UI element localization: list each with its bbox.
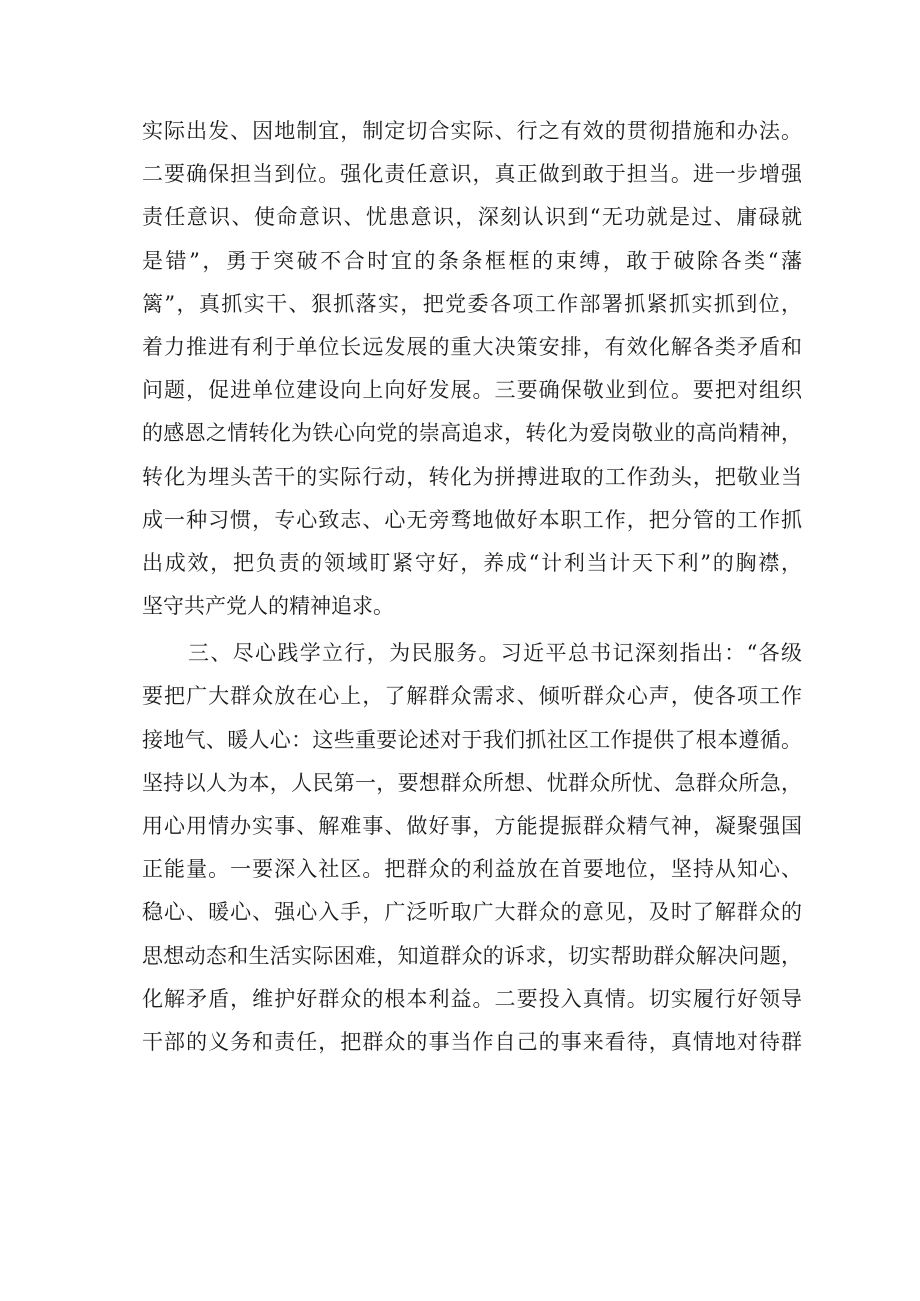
text-line: 着力推进有利于单位长远发展的重大决策安排，有效化解各类矛盾和: [142, 334, 802, 359]
text-line: 三、尽心践学立行，为民服务。习近平总书记深刻指出：“各级: [188, 641, 802, 666]
text-line: 责任意识、使命意识、忧患意识，深刻认识到“无功就是过、庸碌就: [142, 205, 802, 230]
text-line: 问题，促进单位建设向上向好发展。三要确保敬业到位。要把对组织: [142, 378, 802, 403]
text-line: 二要确保担当到位。强化责任意识，真正做到敢于担当。进一步增强: [142, 162, 802, 187]
document-body: [142, 110, 802, 1064]
text-line: 坚守共产党人的精神追求。: [142, 594, 394, 619]
text-line: 坚持以人为本，人民第一，要想群众所想、忧群众所忧、急群众所急，: [142, 770, 802, 795]
text-line: 思想动态和生活实际困难，知道群众的诉求，切实帮助群众解决问题，: [142, 943, 802, 968]
text-line: 实际出发、因地制宜，制定切合实际、行之有效的贯彻措施和办法。: [142, 119, 802, 143]
text-line: 转化为埋头苦干的实际行动，转化为拼搏进取的工作劲头，把敬业当: [142, 464, 802, 489]
text-line: 出成效，把负责的领域盯紧守好，养成“计利当计天下利”的胸襟，: [142, 550, 802, 575]
text-line: 接地气、暖人心：这些重要论述对于我们抓社区工作提供了根本遵循。: [142, 727, 802, 752]
text-line: 的感恩之情转化为铁心向党的崇高追求，转化为爱岗敬业的高尚精神，: [142, 421, 802, 446]
text-line: 稳心、暖心、强心入手，广泛听取广大群众的意见，及时了解群众的: [142, 900, 802, 925]
text-line: 用心用情办实事、解难事、做好事，方能提振群众精气神，凝聚强国: [142, 814, 802, 838]
text-line: 干部的义务和责任，把群众的事当作自己的事来看待，真情地对待群: [142, 1029, 802, 1054]
text-line: 正能量。一要深入社区。把群众的利益放在首要地位，坚持从知心、: [142, 857, 802, 882]
text-line: 化解矛盾，维护好群众的根本利益。二要投入真情。切实履行好领导: [142, 986, 802, 1011]
text-line: 篱”，真抓实干、狠抓落实，把党委各项工作部署抓紧抓实抓到位，: [142, 291, 802, 316]
text-line: 成一种习惯，专心致志、心无旁骛地做好本职工作，把分管的工作抓: [142, 507, 802, 532]
text-line: 要把广大群众放在心上，了解群众需求、倾听群众心声，使各项工作: [142, 684, 802, 709]
text-line: 是错”，勇于突破不合时宜的条条框框的束缚，敢于破除各类“藩: [142, 248, 802, 273]
